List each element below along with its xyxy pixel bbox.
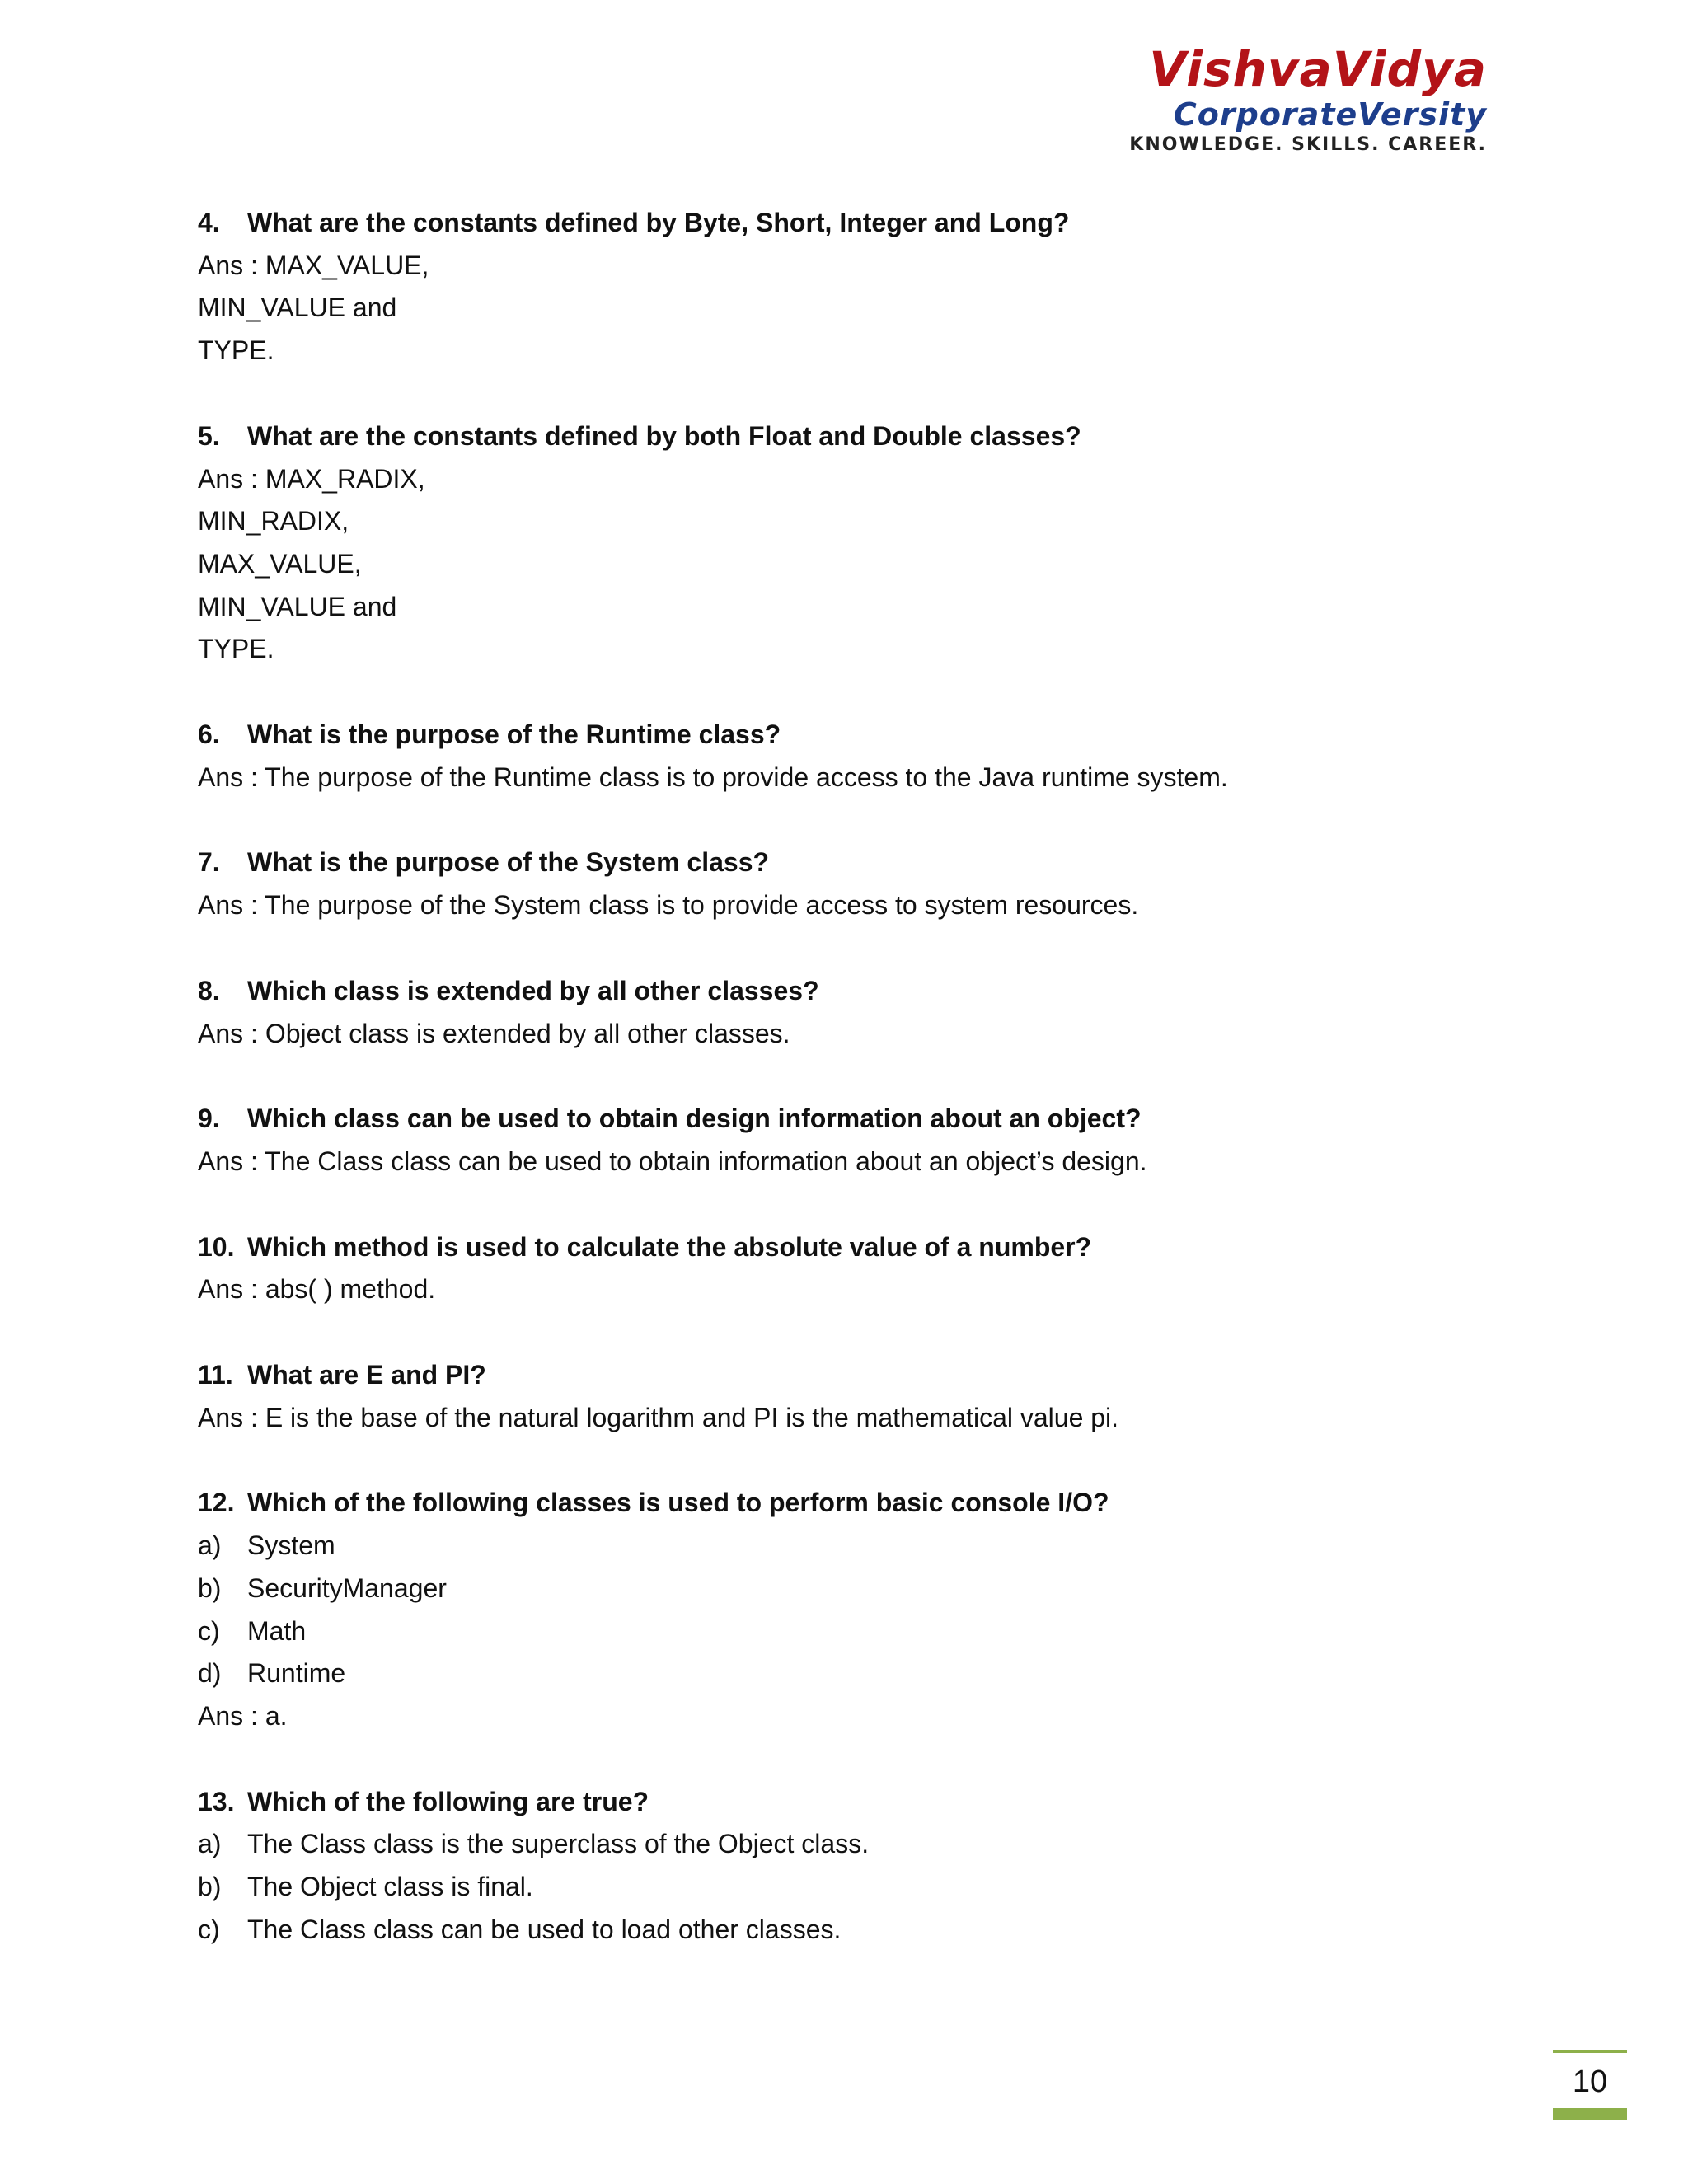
question-number: 13. <box>198 1786 235 1816</box>
question-number: 6. <box>198 719 220 750</box>
logo-tagline: KNOWLEDGE. SKILLS. CAREER. <box>1129 134 1487 155</box>
question-text: Which class is extended by all other classes? <box>247 975 819 1005</box>
question-heading <box>198 1781 1517 1824</box>
logo-subtitle: CorporateVersity <box>1173 96 1487 133</box>
question-heading <box>198 1098 1517 1141</box>
qa-item <box>198 714 1517 799</box>
option-letter: b) <box>198 1572 222 1603</box>
answer-line: TYPE. <box>198 335 274 366</box>
page-number-bottom-bar <box>1553 2108 1627 2120</box>
question-number: 4. <box>198 208 220 237</box>
option-text: SecurityManager <box>247 1572 447 1603</box>
option-text: The Class class can be used to load other classes. <box>247 1914 842 1944</box>
option-item <box>198 1909 1517 1952</box>
answer-line: MIN_VALUE and <box>198 591 397 621</box>
qa-item <box>198 415 1517 671</box>
question-heading <box>198 1354 1517 1397</box>
question-heading <box>198 714 1517 757</box>
question-text: What is the purpose of the System class? <box>247 847 770 878</box>
page-number-box <box>1553 2050 1627 2120</box>
logo-brand-name: VishvaVidya <box>1149 41 1487 97</box>
option-text: The Class class is the superclass of the Object class. <box>247 1829 870 1859</box>
answer-line: Ans : a. <box>198 1700 288 1731</box>
question-text: Which method is used to calculate the absolute value of a number? <box>247 1231 1092 1262</box>
option-item <box>198 1652 1517 1695</box>
answer-line: Ans : MAX_RADIX, <box>198 463 425 494</box>
question-text: What are E and PI? <box>247 1360 486 1390</box>
answer-line: Ans : The purpose of the System class is to provide access to system resources. <box>198 890 1139 921</box>
answer-line: Ans : E is the base of the natural logarithm and PI is the mathematical value pi. <box>198 1402 1119 1432</box>
vishvavidya-logo <box>1058 43 1487 157</box>
option-letter: c) <box>198 1914 220 1944</box>
qa-content <box>198 202 1517 1994</box>
question-text: What are the constants defined by both Float and Double classes? <box>247 420 1081 451</box>
question-number: 5. <box>198 420 220 451</box>
qa-item <box>198 1098 1517 1183</box>
qa-item <box>198 1482 1517 1737</box>
qa-item <box>198 202 1517 373</box>
question-heading <box>198 1482 1517 1525</box>
question-text: Which of the following classes is used to perform basic console I/O? <box>247 1488 1109 1518</box>
question-text: What is the purpose of the Runtime class? <box>247 719 781 750</box>
option-letter: b) <box>198 1872 222 1902</box>
question-number: 10. <box>198 1231 235 1262</box>
option-item <box>198 1823 1517 1866</box>
qa-item <box>198 841 1517 926</box>
question-text: Which of the following are true? <box>247 1786 649 1816</box>
option-text: The Object class is final. <box>247 1872 533 1902</box>
answer-line: MIN_VALUE and <box>198 293 397 323</box>
qa-item <box>198 1781 1517 1952</box>
question-text: Which class can be used to obtain design information about an object? <box>247 1104 1142 1134</box>
answer-line: Ans : abs( ) method. <box>198 1274 436 1305</box>
question-number: 12. <box>198 1488 235 1518</box>
qa-item <box>198 1226 1517 1311</box>
option-item <box>198 1866 1517 1909</box>
answer-line: Ans : The purpose of the Runtime class is to provide access to the Java runtime system. <box>198 762 1228 792</box>
option-text: Runtime <box>247 1658 346 1689</box>
question-heading <box>198 841 1517 884</box>
option-item <box>198 1525 1517 1568</box>
option-text: Math <box>247 1615 307 1646</box>
option-letter: a) <box>198 1530 222 1561</box>
option-letter: c) <box>198 1615 220 1646</box>
option-item <box>198 1610 1517 1653</box>
qa-item <box>198 970 1517 1055</box>
page-number: 10 <box>1572 2064 1608 2099</box>
option-text: System <box>247 1530 335 1561</box>
answer-line: MIN_RADIX, <box>198 506 349 537</box>
qa-item <box>198 1354 1517 1439</box>
question-number: 11. <box>198 1360 233 1390</box>
answer-line: Ans : The Class class can be used to obtain information about an object’s design. <box>198 1146 1147 1176</box>
question-number: 7. <box>198 847 220 878</box>
question-heading <box>198 1226 1517 1269</box>
question-heading <box>198 970 1517 1013</box>
question-number: 8. <box>198 975 220 1005</box>
answer-line: Ans : MAX_VALUE, <box>198 250 429 280</box>
option-letter: a) <box>198 1829 222 1859</box>
answer-line: TYPE. <box>198 634 274 664</box>
option-letter: d) <box>198 1658 222 1689</box>
answer-line: Ans : Object class is extended by all other classes. <box>198 1018 790 1048</box>
option-item <box>198 1568 1517 1610</box>
question-number: 9. <box>198 1104 220 1134</box>
question-text: What are the constants defined by Byte, Short, Integer and Long? <box>247 208 1070 237</box>
question-heading <box>198 415 1517 458</box>
page-number-top-rule <box>1553 2050 1627 2053</box>
question-heading <box>198 202 1517 245</box>
answer-line: MAX_VALUE, <box>198 548 362 579</box>
